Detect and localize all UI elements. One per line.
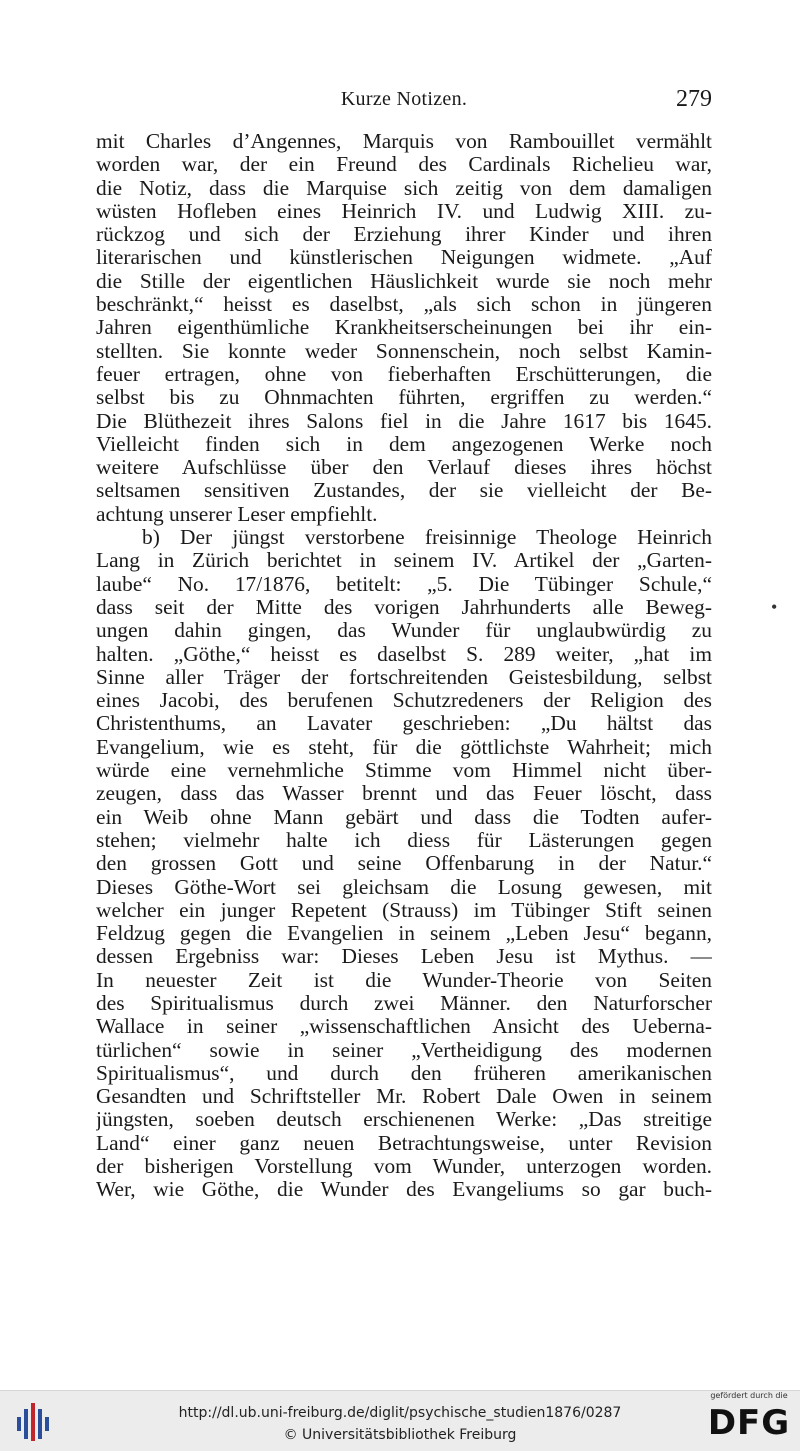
text-line: In neuester Zeit ist die Wunder-Theorie von Seiten — [96, 968, 712, 992]
text-line: beschränkt,“ heisst es daselbst, „als sich schon in jüngeren — [96, 293, 712, 317]
text-line: Lang in Zürich berichtet in seinem IV. Artikel der „Garten- — [96, 549, 712, 573]
viewer-footer — [0, 1390, 800, 1451]
text-line: Dieses Göthe-Wort sei gleichsam die Losung gewesen, mit — [96, 875, 712, 899]
text-line: halten. „Göthe,“ heisst es daselbst S. 289 weiter, „hat im — [96, 642, 712, 666]
text-line: würde eine vernehmliche Stimme vom Himmel nicht über- — [96, 759, 712, 783]
text-line: b) Der jüngst verstorbene freisinnige Theologe Heinrich — [142, 526, 712, 550]
text-line: feuer ertragen, ohne von fieberhaften Erschütterungen, die — [96, 362, 712, 386]
text-line: Sinne aller Träger der fortschreitenden Geistesbildung, selbst — [96, 665, 712, 689]
body-text — [96, 130, 712, 1202]
text-line: türlichen“ sowie in seiner „Vertheidigung des modernen — [96, 1038, 712, 1062]
text-line: laube“ No. 17/1876, betitelt: „5. Die Tübinger Schule,“ — [96, 572, 712, 596]
permalink-url[interactable]: http://dl.ub.uni-freiburg.de/diglit/psychische_studien1876/0287 — [178, 1405, 622, 1421]
text-line: mit Charles d’Angennes, Marquis von Rambouillet vermählt — [96, 130, 712, 153]
page-number: 279 — [676, 86, 712, 112]
dfg-logo-icon: DFG — [707, 1403, 791, 1443]
dfg-tagline: gefördert durch die — [710, 1391, 788, 1400]
text-line: Evangelium, wie es steht, für die göttlichste Wahrheit; mich — [96, 735, 712, 759]
text-line: zeugen, dass das Wasser brennt und das Feuer löscht, dass — [96, 782, 712, 806]
text-line: dessen Ergebniss war: Dieses Leben Jesu ist Mythus. — — [96, 945, 712, 969]
text-line: rückzog und sich der Erziehung ihrer Kinder und ihren — [96, 223, 712, 247]
text-line: des Spiritualismus durch zwei Männer. den Naturforscher — [96, 991, 712, 1015]
running-title: Kurze Notizen. — [340, 88, 468, 110]
text-line: stehen; vielmehr halte ich diess für Lästerungen gegen — [96, 828, 712, 852]
text-line: eines Jacobi, des berufenen Schutzredeners der Religion des — [96, 689, 712, 713]
text-line: stellten. Sie konnte weder Sonnenschein, noch selbst Kamin- — [96, 339, 712, 363]
text-line: wüsten Hofleben eines Heinrich IV. und Ludwig XIII. zu- — [96, 199, 712, 223]
text-line: welcher ein junger Repetent (Strauss) im Tübinger Stift seinen — [96, 898, 712, 922]
text-line: weitere Aufschlüsse über den Verlauf dieses ihres höchst — [96, 456, 712, 480]
text-line: die Notiz, dass die Marquise sich zeitig von dem damaligen — [96, 176, 712, 200]
text-line: Vielleicht finden sich in dem angezogenen Werke noch — [96, 432, 712, 456]
text-line: Jahren eigenthümliche Krankheitserscheinungen bei ihr ein- — [96, 316, 712, 340]
text-line: ungen dahin gingen, das Wunder für unglaubwürdig zu — [96, 619, 712, 643]
copyright-notice: © Universitätsbibliothek Freiburg — [283, 1427, 517, 1443]
text-line: worden war, der ein Freund des Cardinals Richelieu war, — [96, 153, 712, 177]
text-line: selbst bis zu Ohnmachten führten, ergriffen zu werden.“ — [96, 386, 712, 410]
text-line: seltsamen sensitiven Zustandes, der sie vielleicht der Be- — [96, 479, 712, 503]
text-line: ein Weib ohne Mann gebärt und dass die Todten aufer- — [96, 805, 712, 829]
text-line: Christenthums, an Lavater geschrieben: „Du hältst das — [96, 712, 712, 736]
text-line: dass seit der Mitte des vorigen Jahrhunderts alle Beweg- — [96, 595, 712, 619]
text-line: achtung unserer Leser empfiehlt. — [96, 502, 378, 526]
text-line: Spiritualismus“, und durch den früheren amerikanischen — [96, 1061, 712, 1085]
text-line: der bisherigen Vorstellung vom Wunder, unterzogen worden. — [96, 1155, 712, 1179]
text-line: den grossen Gott und seine Offenbarung in der Natur.“ — [96, 852, 712, 876]
text-line: die Stille der eigentlichen Häuslichkeit wurde sie noch mehr — [96, 269, 712, 293]
text-line: Wallace in seiner „wissenschaftlichen Ansicht des Uebernа- — [96, 1015, 712, 1039]
text-line: literarischen und künstlerischen Neigungen widmete. „Auf — [96, 246, 712, 270]
margin-mark: • — [771, 597, 778, 617]
text-line: jüngsten, soeben deutsch erschienenen Werke: „Das streitige — [96, 1108, 712, 1132]
text-line: Die Blüthezeit ihres Salons fiel in die Jahre 1617 bis 1645. — [96, 409, 712, 433]
text-line: Feldzug gegen die Evangelien in seinem „Leben Jesu“ begann, — [96, 922, 712, 946]
text-line: Gesandten und Schriftsteller Mr. Robert Dale Owen in seinem — [96, 1085, 712, 1109]
text-line: Wer, wie Göthe, die Wunder des Evangeliums so gar buch- — [96, 1178, 712, 1202]
page-header — [96, 86, 712, 116]
text-line: Land“ einer ganz neuen Betrachtungsweise, unter Revision — [96, 1131, 712, 1155]
